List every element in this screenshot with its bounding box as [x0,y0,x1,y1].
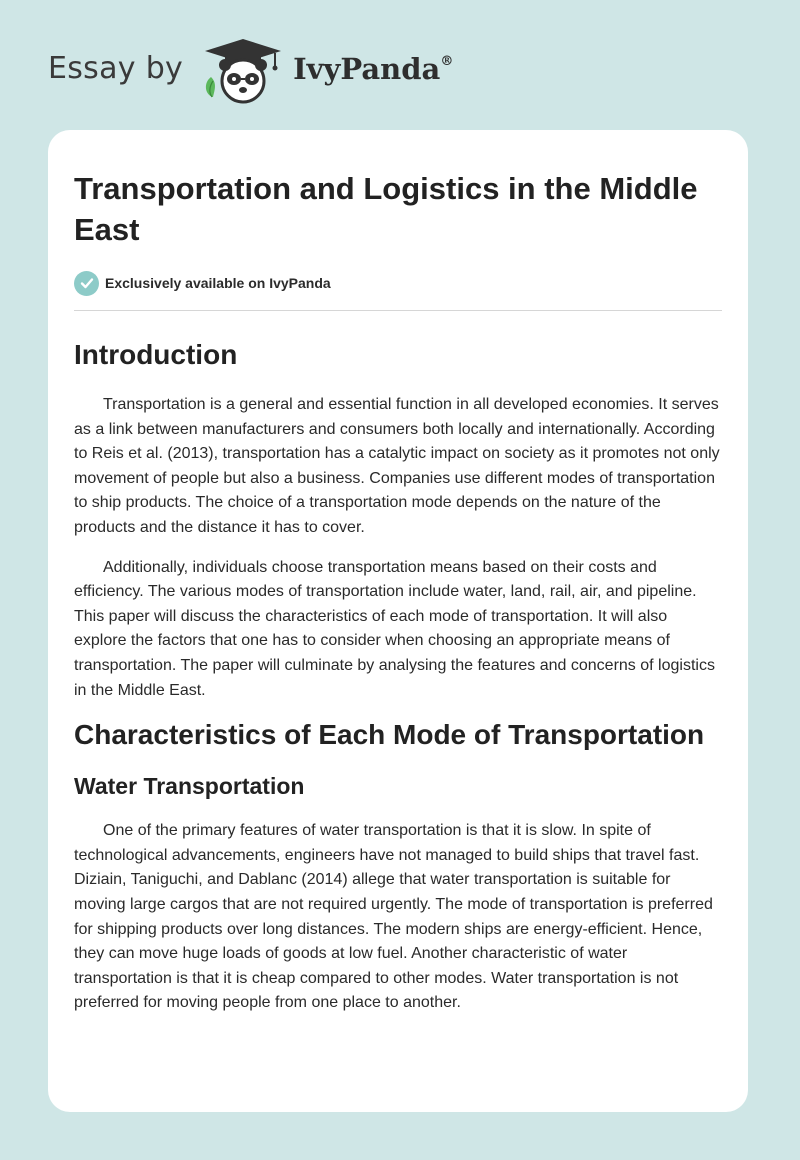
site-header [48,32,748,112]
essay-by-label: Essay by [48,50,184,86]
exclusive-badge-label: Exclusively available on IvyPanda [105,275,331,291]
exclusive-badge [74,270,722,296]
brand-name[interactable]: IvyPanda® [293,52,454,86]
registered-mark: ® [440,54,454,69]
essay-card [48,130,748,1112]
subheading-water-transportation: Water Transportation [74,773,305,800]
paragraph: One of the primary features of water transportation is that it is slow. In spite of technological advancements, engineers have not managed to build ships that travel fast. Diziain, Taniguchi, and Dablanc (2014) allege that water transportation is suitable for moving large cargos that are not required urgently. The mode of transportation is preferred for shipping products over long distances. The modern ships are energy-efficient. Hence, they can move huge loads of goods at low fuel. Another characteristic of water transportation is that it is cheap compared to other modes. Water transportation is not preferred for moving people from one place to another. [74,822,713,1012]
check-icon [74,271,99,296]
section-heading-introduction: Introduction [74,339,238,370]
section-heading-characteristics: Characteristics of Each Mode of Transportation [74,719,705,751]
divider [74,310,722,311]
paragraph: Transportation is a general and essential function in all developed economies. It serves as a link between manufacturers and consumers both locally and internationally. According to Reis et al. (2013), transportation has a catalytic impact on society as it promotes not only movement of people but also a business. Companies use different modes of transportation to ship products. The choice of a transportation mode depends on the nature of the products and the distance it has to cover. [74,396,720,536]
panda-logo-icon[interactable] [201,37,285,110]
paragraph: Additionally, individuals choose transportation means based on their costs and efficiency. The various modes of transportation include water, land, rail, air, and pipeline. This paper will discuss the characteristics of each mode of transportation. It will also explore the factors that one has to consider when choosing an appropriate means of transportation. The paper will culminate by analysing the features and concerns of logistics in the Middle East. [74,558,715,699]
essay-title: Transportation and Logistics in the Middle East [74,171,698,247]
